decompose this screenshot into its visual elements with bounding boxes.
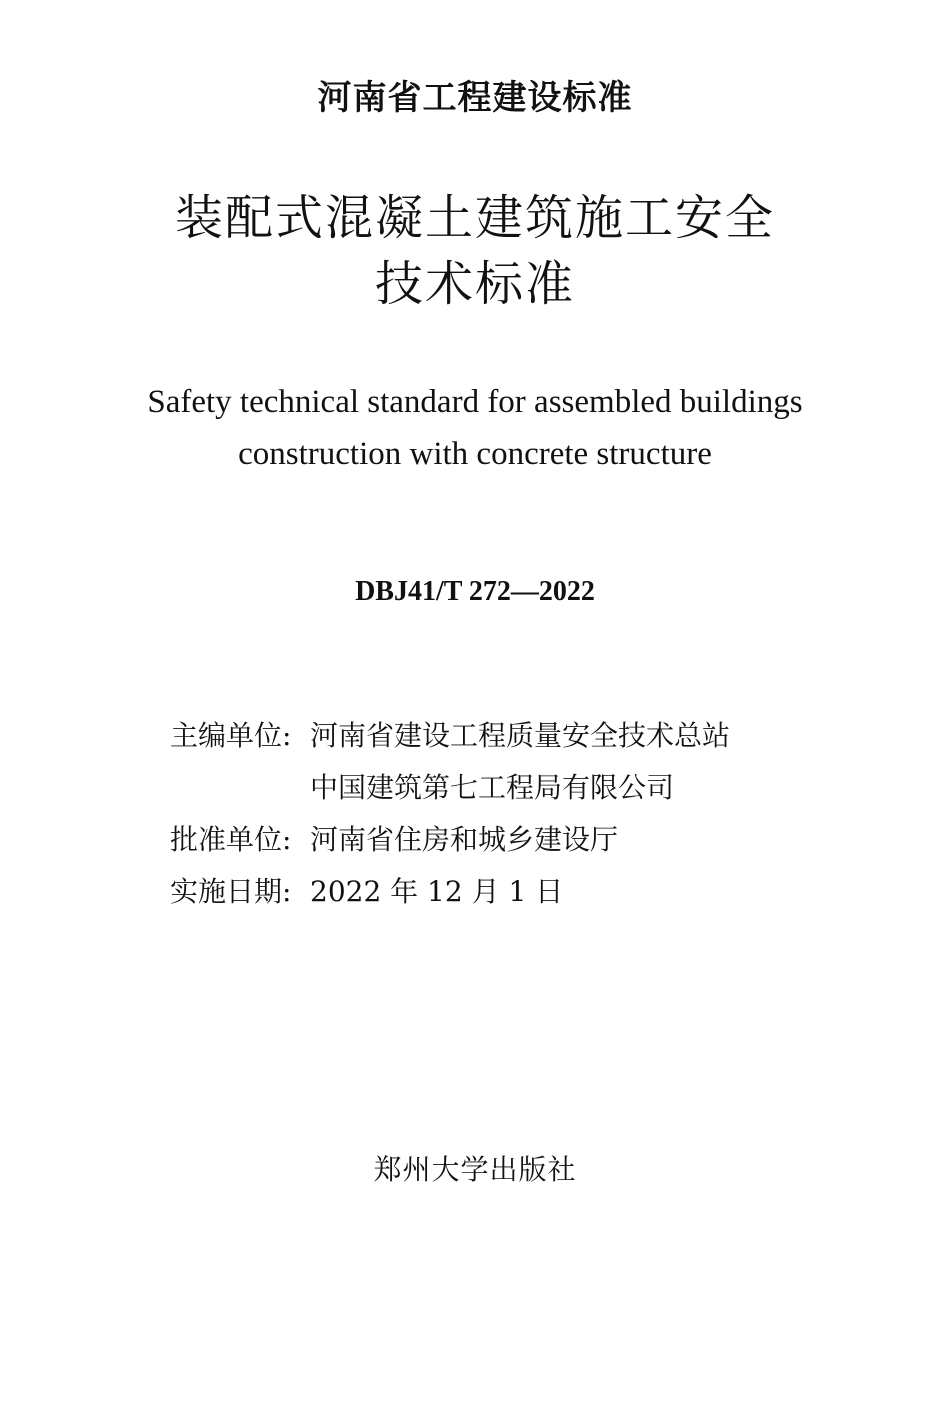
english-title-line-2: construction with concrete structure — [238, 436, 712, 472]
english-title-line-1: Safety technical standard for assembled buildings — [147, 384, 803, 420]
publisher-name: 郑州大学出版社 — [373, 1153, 577, 1186]
effective-date-row — [170, 866, 730, 918]
publication-info-block — [170, 710, 730, 918]
approver-row — [170, 814, 730, 866]
editor-value-2: 中国建筑第七工程局有限公司 — [310, 771, 675, 804]
effective-date-label: 实施日期: — [170, 875, 292, 908]
chinese-title-line-1: 装配式混凝土建筑施工安全 — [174, 190, 775, 246]
editor-values — [310, 710, 730, 814]
editor-row — [170, 710, 730, 814]
editor-label: 主编单位: — [170, 719, 292, 752]
effective-date-value: 2022 年 12 月 1 日 — [310, 875, 564, 908]
chinese-title-line-2: 技术标准 — [374, 256, 575, 312]
english-title — [0, 376, 950, 480]
editor-value-1: 河南省建设工程质量安全技术总站 — [310, 719, 731, 752]
standard-code: DBJ41/T 272—2022 — [355, 576, 595, 607]
chinese-title — [0, 185, 950, 317]
approver-value: 河南省住房和城乡建设厅 — [310, 823, 619, 856]
approver-label: 批准单位: — [170, 823, 292, 856]
standard-series-heading: 河南省工程建设标准 — [317, 78, 633, 118]
